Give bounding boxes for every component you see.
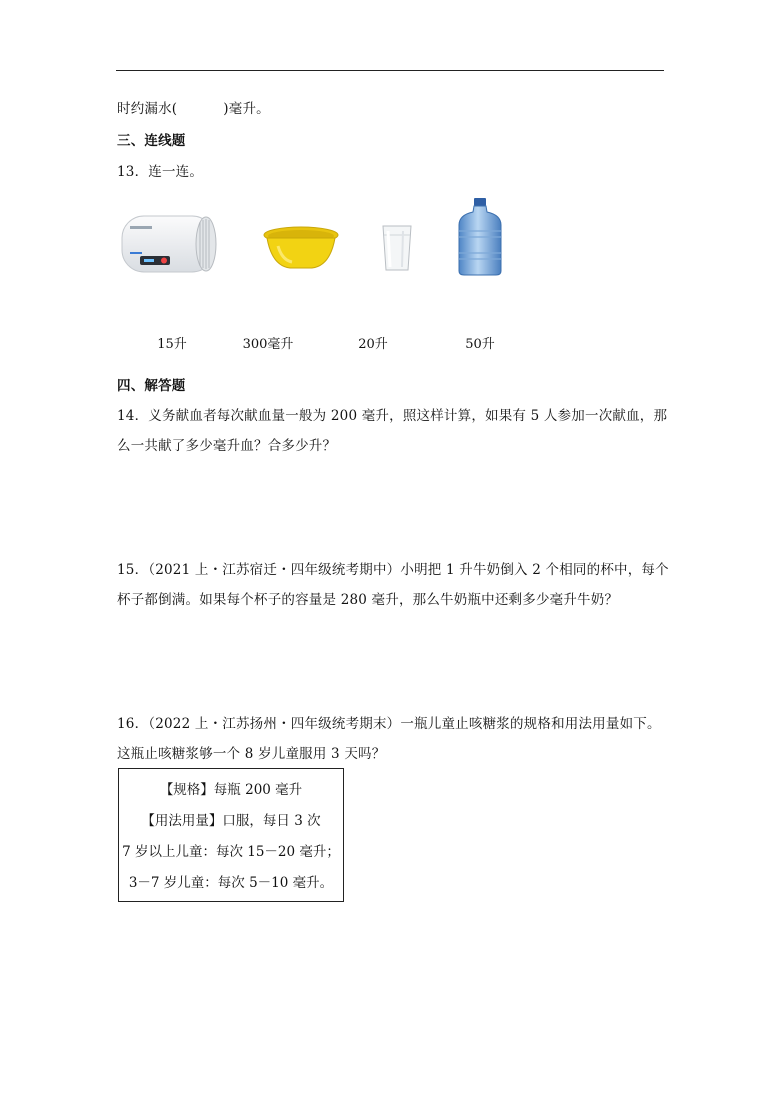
q12-tail-line — [117, 99, 270, 119]
q12-tail-before: 时约漏水( — [117, 101, 178, 117]
q12-tail-after: )毫升。 — [223, 101, 270, 117]
q14-line1: 14．义务献血者每次献血量一般为 200 毫升，照这样计算，如果有 5 人参加一次献血，那 — [117, 408, 668, 424]
section3-title: 三、连线题 — [117, 133, 186, 149]
water-heater-icon — [120, 212, 218, 276]
q15-line1: 15．（2021 上・江苏宿迁・四年级统考期中）小明把 1 升牛奶倒入 2 个相同的杯中，每个 — [117, 562, 669, 578]
q15-line2: 杯子都倒满。如果每个杯子的容量是 280 毫升，那么牛奶瓶中还剩多少毫升牛奶？ — [117, 592, 619, 608]
q13-text: 13．连一连。 — [117, 164, 204, 180]
q16-line2: 这瓶止咳糖浆够一个 8 岁儿童服用 3 天吗？ — [117, 746, 386, 762]
option-label-4: 50升 — [465, 337, 495, 352]
spec-row-2: 【用法用量】口服，每日 3 次 — [141, 813, 321, 829]
option-label-2: 300毫升 — [242, 337, 294, 352]
basin-icon — [262, 226, 340, 272]
spec-row-1: 【规格】每瓶 200 毫升 — [159, 782, 303, 798]
water-bottle-icon — [456, 197, 504, 277]
option-label-3: 20升 — [358, 337, 388, 352]
section4-title: 四、解答题 — [117, 378, 186, 394]
syrup-spec-box — [118, 768, 344, 902]
spec-row-3: 7 岁以上儿童：每次 15－20 毫升； — [122, 844, 340, 860]
header-rule — [116, 70, 664, 71]
q14-line2: 么一共献了多少毫升血？合多少升？ — [117, 438, 337, 454]
glass-cup-icon — [381, 223, 413, 273]
spec-row-4: 3－7 岁儿童：每次 5－10 毫升。 — [128, 875, 334, 891]
q16-line1: 16．（2022 上・江苏扬州・四年级统考期末）一瓶儿童止咳糖浆的规格和用法用量如下。 — [117, 716, 661, 732]
option-label-1: 15升 — [157, 337, 187, 352]
